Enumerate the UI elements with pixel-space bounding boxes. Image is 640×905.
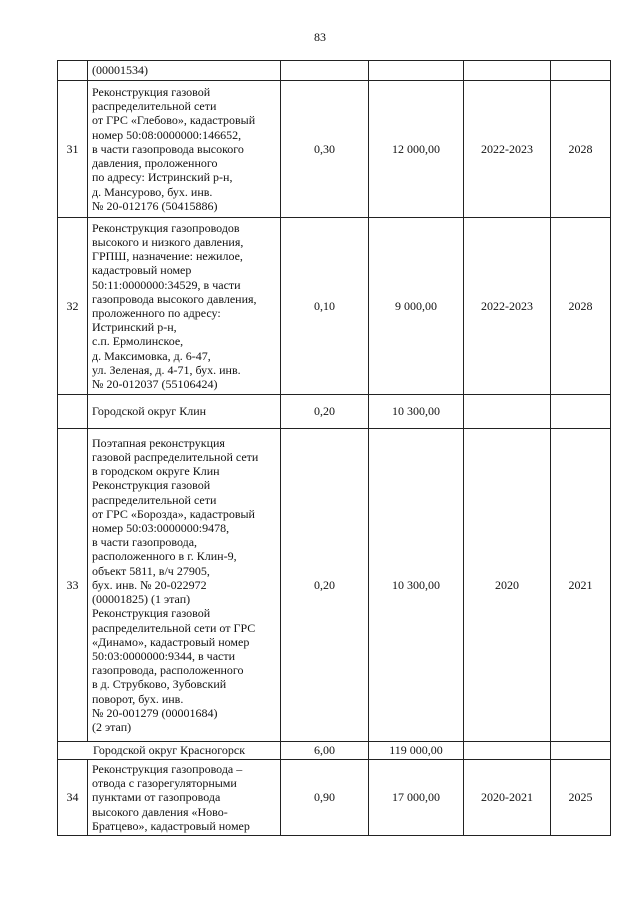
description-cell: Поэтапная реконструкция газовой распределительной сети в городском округе Клин Реконструкция газовой распределительной сети от ГРС «Борозда», кадастровый номер 50:03:0000000:9478, в части газопровода, расположенного в г. Клин-9, объект 5811, в/ч 27905, бух. инв. № 20-022972 (00001825) (1 этап) Реконструкция газовой распределительной сети от ГРС «Динамо», кадастровый номер 50:03:0000000:9344, в части газопровода, расположенного в д. Струбково, Зубовский поворот, бух. инв. № 20-001279 (00001684) (2 этап) — [88, 429, 281, 742]
gas-network-table — [57, 60, 611, 836]
row-number-cell: 34 — [58, 760, 88, 836]
length-cell — [281, 61, 369, 81]
years-cell — [464, 61, 551, 81]
district-row — [58, 395, 611, 429]
district-name-cell: Городской округ Клин — [88, 395, 281, 429]
years-cell: 2020 — [464, 429, 551, 742]
commissioning-cell: 2028 — [551, 218, 611, 395]
district-name-cell: Городской округ Красногорск — [58, 742, 281, 760]
table-row — [58, 61, 611, 81]
length-cell: 0,10 — [281, 218, 369, 395]
amount-cell: 12 000,00 — [369, 81, 464, 218]
empty-cell — [58, 395, 88, 429]
district-row — [58, 742, 611, 760]
empty-cell — [464, 395, 551, 429]
row-number-cell: 31 — [58, 81, 88, 218]
years-cell: 2022-2023 — [464, 218, 551, 395]
table-row — [58, 429, 611, 742]
amount-cell: 119 000,00 — [369, 742, 464, 760]
amount-cell: 10 300,00 — [369, 429, 464, 742]
commissioning-cell: 2028 — [551, 81, 611, 218]
row-number-cell: 33 — [58, 429, 88, 742]
length-cell: 0,20 — [281, 429, 369, 742]
row-number-cell — [58, 61, 88, 81]
length-cell: 0,30 — [281, 81, 369, 218]
amount-cell — [369, 61, 464, 81]
amount-cell: 10 300,00 — [369, 395, 464, 429]
page-number: 83 — [314, 30, 326, 44]
commissioning-cell: 2021 — [551, 429, 611, 742]
description-cell: Реконструкция газопроводов высокого и низкого давления, ГРПШ, назначение: нежилое, кадастровый номер 50:11:0000000:34529, в части газопровода высокого давления, проложенного по адресу: Истринский р-н, с.п. Ермолинское, д. Максимовка, д. 6-47, ул. Зеленая, д. 4-71, бух. инв. № 20-012037 (55106424) — [88, 218, 281, 395]
empty-cell — [551, 742, 611, 760]
amount-cell: 9 000,00 — [369, 218, 464, 395]
length-cell: 0,20 — [281, 395, 369, 429]
description-cell: (00001534) — [88, 61, 281, 81]
empty-cell — [551, 395, 611, 429]
table-row — [58, 760, 611, 836]
years-cell: 2020-2021 — [464, 760, 551, 836]
row-number-cell: 32 — [58, 218, 88, 395]
description-cell: Реконструкция газопровода – отвода с газорегуляторными пунктами от газопровода высокого давления «Ново- Братцево», кадастровый номер — [88, 760, 281, 836]
length-cell: 6,00 — [281, 742, 369, 760]
commissioning-cell: 2025 — [551, 760, 611, 836]
table-row — [58, 81, 611, 218]
years-cell: 2022-2023 — [464, 81, 551, 218]
amount-cell: 17 000,00 — [369, 760, 464, 836]
description-cell: Реконструкция газовой распределительной сети от ГРС «Глебово», кадастровый номер 50:08:0000000:146652, в части газопровода высокого давления, проложенного по адресу: Истринский р-н, д. Мансурово, бух. инв. № 20-012176 (50415886) — [88, 81, 281, 218]
empty-cell — [464, 742, 551, 760]
length-cell: 0,90 — [281, 760, 369, 836]
commissioning-cell — [551, 61, 611, 81]
table-row — [58, 218, 611, 395]
